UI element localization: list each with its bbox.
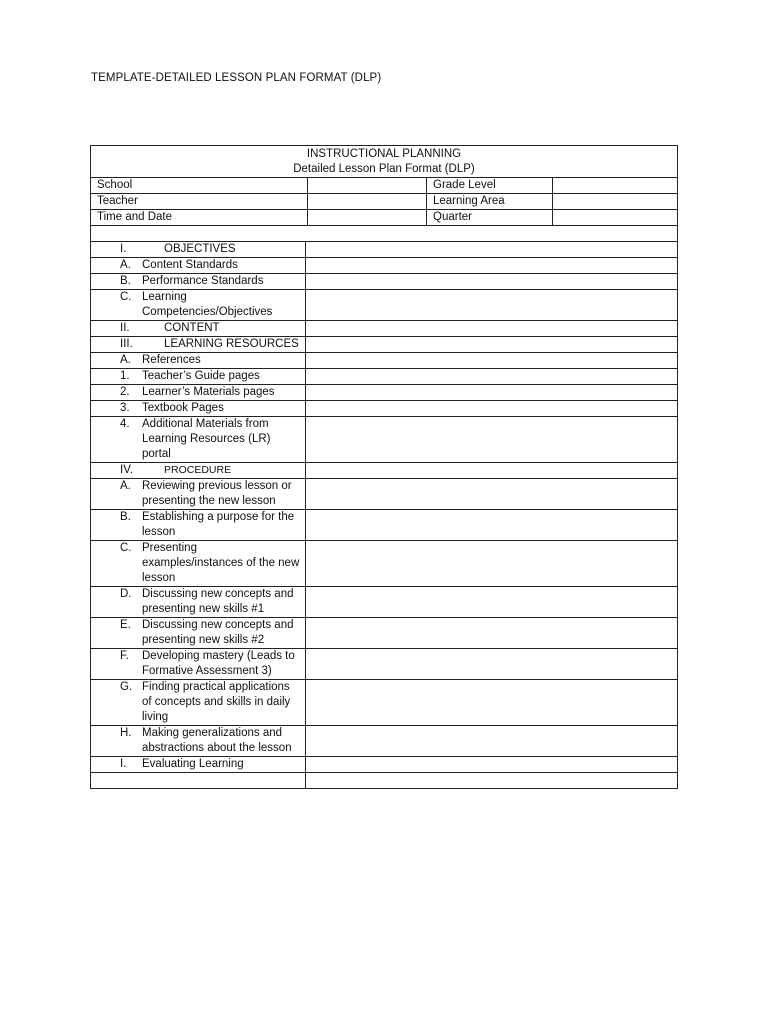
row-label-cell bbox=[91, 757, 306, 772]
row-label-cell bbox=[91, 369, 306, 384]
row-label-cell bbox=[91, 479, 306, 509]
info-grid bbox=[91, 178, 677, 226]
row-text: Textbook Pages bbox=[142, 402, 224, 414]
table-row bbox=[91, 258, 677, 274]
row-entry-cell[interactable] bbox=[306, 353, 677, 368]
school-label: School bbox=[91, 178, 308, 194]
table-row bbox=[91, 587, 677, 618]
table-row bbox=[91, 680, 677, 726]
teacher-label: Teacher bbox=[91, 194, 308, 210]
row-text: Content Standards bbox=[142, 259, 238, 271]
row-label-cell bbox=[91, 649, 306, 679]
table-row bbox=[91, 242, 677, 258]
row-marker: I. bbox=[120, 243, 127, 255]
lesson-plan-table bbox=[90, 145, 678, 789]
row-text: Finding practical applications of concepts and skills in daily living bbox=[142, 681, 291, 723]
row-text: References bbox=[142, 354, 201, 366]
row-label-cell bbox=[91, 726, 306, 756]
row-marker: II. bbox=[120, 322, 130, 334]
row-label-cell bbox=[91, 510, 306, 540]
row-marker: 2. bbox=[120, 386, 130, 398]
table-row bbox=[91, 274, 677, 290]
row-entry-cell[interactable] bbox=[306, 321, 677, 336]
row-text: Additional Materials from Learning Resources (LR) portal bbox=[142, 418, 271, 460]
row-entry-cell[interactable] bbox=[306, 385, 677, 400]
time-date-field[interactable] bbox=[307, 210, 427, 226]
row-text: Evaluating Learning bbox=[142, 758, 244, 770]
table-header bbox=[91, 146, 677, 178]
row-label-cell bbox=[91, 680, 306, 725]
header-line-1: INSTRUCTIONAL PLANNING bbox=[306, 148, 462, 160]
row-marker: B. bbox=[120, 511, 131, 523]
row-entry-cell[interactable] bbox=[306, 510, 677, 540]
row-marker: A. bbox=[120, 480, 131, 492]
row-text: Learning Competencies/Objectives bbox=[142, 291, 273, 318]
table-row bbox=[91, 385, 677, 401]
row-marker: B. bbox=[120, 275, 131, 287]
row-marker: III. bbox=[120, 338, 133, 350]
row-text: Teacher’s Guide pages bbox=[142, 370, 260, 382]
row-label-cell bbox=[91, 401, 306, 416]
table-row bbox=[91, 417, 677, 463]
row-marker bbox=[91, 773, 142, 788]
row-text: Performance Standards bbox=[142, 275, 264, 287]
row-label-cell bbox=[91, 385, 306, 400]
row-text bbox=[142, 773, 305, 788]
row-label-cell bbox=[91, 541, 306, 586]
row-marker: IV. bbox=[120, 464, 134, 476]
table-row bbox=[91, 618, 677, 649]
table-row bbox=[91, 649, 677, 680]
time-date-label: Time and Date bbox=[91, 210, 308, 226]
row-entry-cell[interactable] bbox=[306, 290, 677, 320]
row-entry-cell[interactable] bbox=[306, 773, 677, 788]
row-label-cell bbox=[91, 417, 306, 462]
row-marker: I. bbox=[120, 758, 127, 770]
row-entry-cell[interactable] bbox=[306, 618, 677, 648]
spacer-row bbox=[91, 226, 677, 242]
table-row bbox=[91, 353, 677, 369]
school-field[interactable] bbox=[307, 178, 427, 194]
table-row bbox=[91, 369, 677, 385]
row-entry-cell[interactable] bbox=[306, 479, 677, 509]
table-row bbox=[91, 757, 677, 773]
row-entry-cell[interactable] bbox=[306, 242, 677, 257]
row-marker: C. bbox=[120, 291, 132, 303]
quarter-field[interactable] bbox=[553, 210, 677, 226]
row-entry-cell[interactable] bbox=[306, 369, 677, 384]
table-row bbox=[91, 726, 677, 757]
row-text: Developing mastery (Leads to Formative Assessment 3) bbox=[142, 650, 295, 677]
grade-level-field[interactable] bbox=[553, 178, 677, 194]
row-label-cell bbox=[91, 258, 306, 273]
row-label-cell bbox=[91, 321, 306, 336]
row-label-cell bbox=[91, 353, 306, 368]
row-text: Presenting examples/instances of the new lesson bbox=[142, 542, 300, 584]
table-row bbox=[91, 479, 677, 510]
header-line-2: Detailed Lesson Plan Format (DLP) bbox=[293, 163, 475, 175]
row-label-cell bbox=[91, 274, 306, 289]
row-text: CONTENT bbox=[164, 322, 220, 334]
row-entry-cell[interactable] bbox=[306, 401, 677, 416]
row-text: Learner’s Materials pages bbox=[142, 386, 275, 398]
row-label-cell bbox=[91, 618, 306, 648]
row-text: Discussing new concepts and presenting new skills #1 bbox=[142, 588, 294, 615]
row-entry-cell[interactable] bbox=[306, 274, 677, 289]
teacher-field[interactable] bbox=[307, 194, 427, 210]
row-text: Reviewing previous lesson or presenting the new lesson bbox=[142, 480, 292, 507]
row-marker: C. bbox=[120, 542, 132, 554]
row-text: LEARNING RESOURCES bbox=[164, 338, 299, 350]
row-entry-cell[interactable] bbox=[306, 541, 677, 586]
table-row bbox=[91, 290, 677, 321]
row-entry-cell[interactable] bbox=[306, 649, 677, 679]
row-text: OBJECTIVES bbox=[164, 243, 236, 255]
table-row bbox=[91, 401, 677, 417]
row-marker: F. bbox=[120, 650, 129, 662]
row-label-cell bbox=[91, 773, 306, 788]
row-entry-cell[interactable] bbox=[306, 587, 677, 617]
row-label-cell bbox=[91, 290, 306, 320]
row-entry-cell[interactable] bbox=[306, 680, 677, 725]
row-text: Making generalizations and abstractions about the lesson bbox=[142, 727, 292, 754]
row-marker: 3. bbox=[120, 402, 130, 414]
row-entry-cell[interactable] bbox=[306, 258, 677, 273]
row-entry-cell[interactable] bbox=[306, 337, 677, 352]
quarter-label: Quarter bbox=[427, 210, 553, 226]
table-row bbox=[91, 337, 677, 353]
row-marker: 4. bbox=[120, 418, 130, 430]
row-marker: A. bbox=[120, 259, 131, 271]
table-row bbox=[91, 463, 677, 479]
row-label-cell bbox=[91, 242, 306, 257]
row-marker: D. bbox=[120, 588, 132, 600]
row-marker: H. bbox=[120, 727, 132, 739]
row-entry-cell[interactable] bbox=[306, 463, 677, 478]
table-row bbox=[91, 510, 677, 541]
row-marker: A. bbox=[120, 354, 131, 366]
row-label-cell bbox=[91, 337, 306, 352]
document-title: TEMPLATE-DETAILED LESSON PLAN FORMAT (DLP) bbox=[91, 72, 382, 84]
row-marker: 1. bbox=[120, 370, 130, 382]
row-entry-cell[interactable] bbox=[306, 726, 677, 756]
row-text: Establishing a purpose for the lesson bbox=[142, 511, 295, 538]
row-entry-cell[interactable] bbox=[306, 757, 677, 772]
table-row bbox=[91, 773, 677, 788]
row-entry-cell[interactable] bbox=[306, 417, 677, 462]
plan-rows bbox=[91, 242, 677, 788]
learning-area-label: Learning Area bbox=[427, 194, 553, 210]
row-marker: E. bbox=[120, 619, 131, 631]
row-marker: G. bbox=[120, 681, 133, 693]
row-label-cell bbox=[91, 587, 306, 617]
table-row bbox=[91, 321, 677, 337]
row-text: Discussing new concepts and presenting new skills #2 bbox=[142, 619, 294, 646]
table-row bbox=[91, 541, 677, 587]
row-text: PROCEDURE bbox=[164, 464, 232, 476]
row-label-cell bbox=[91, 463, 306, 478]
learning-area-field[interactable] bbox=[553, 194, 677, 210]
grade-level-label: Grade Level bbox=[427, 178, 553, 194]
